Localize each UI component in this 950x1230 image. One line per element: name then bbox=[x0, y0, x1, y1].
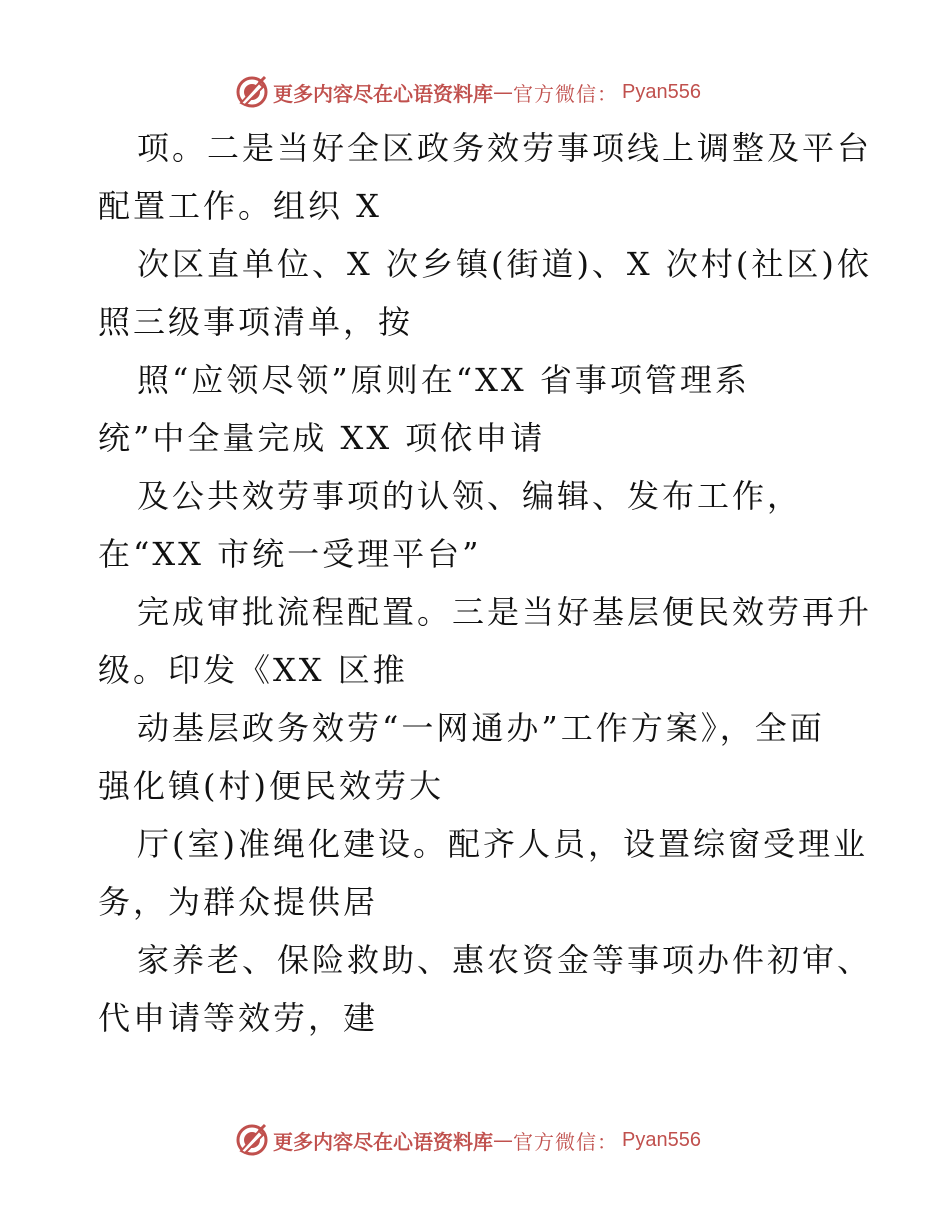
banner-brand-text: 更多内容尽在心语资料库 bbox=[273, 81, 493, 106]
pen-logo-icon bbox=[235, 1123, 269, 1157]
text-line: 代申请等效劳，建 bbox=[98, 999, 379, 1037]
banner-brand-text: 更多内容尽在心语资料库 bbox=[273, 1129, 493, 1154]
footer-banner bbox=[235, 1120, 715, 1160]
text-line: 照三级事项清单，按 bbox=[98, 303, 414, 341]
text-line: 在“XX 市统一受理平台” bbox=[98, 535, 482, 573]
text-line: 动基层政务效劳“一网通办”工作方案》，全面 bbox=[137, 709, 825, 747]
text-line: 照“应领尽领”原则在“XX 省事项管理系 bbox=[137, 361, 750, 399]
header-banner bbox=[235, 72, 715, 112]
banner-wechat-label: 官方微信： bbox=[513, 81, 618, 106]
text-line: 项。二是当好全区政务效劳事项线上调整及平台 bbox=[137, 129, 873, 167]
text-line: 家养老、保险救助、惠农资金等事项办件初审、 bbox=[137, 941, 873, 979]
text-line: 厅(室)准绳化建设。配齐人员，设置综窗受理业 bbox=[137, 825, 868, 863]
pen-logo-icon bbox=[235, 75, 269, 109]
text-line: 级。印发《XX 区推 bbox=[98, 651, 408, 689]
banner-wechat-id: Pyan556 bbox=[622, 1128, 701, 1151]
text-line: 及公共效劳事项的认领、编辑、发布工作， bbox=[137, 477, 803, 515]
text-line: 完成审批流程配置。三是当好基层便民效劳再升 bbox=[137, 593, 873, 631]
text-line: 次区直单位、X 次乡镇(街道)、X 次村(社区)依 bbox=[137, 245, 872, 283]
banner-wechat-id: Pyan556 bbox=[622, 80, 701, 103]
banner-wechat-label: 官方微信： bbox=[513, 1129, 618, 1154]
text-line: 配置工作。组织 X bbox=[98, 187, 382, 225]
text-line: 强化镇(村)便民效劳大 bbox=[98, 767, 444, 805]
banner-separator: — bbox=[493, 1128, 513, 1152]
banner-separator: — bbox=[493, 80, 513, 104]
text-line: 务，为群众提供居 bbox=[98, 883, 379, 921]
text-line: 统”中全量完成 XX 项依申请 bbox=[98, 419, 546, 457]
